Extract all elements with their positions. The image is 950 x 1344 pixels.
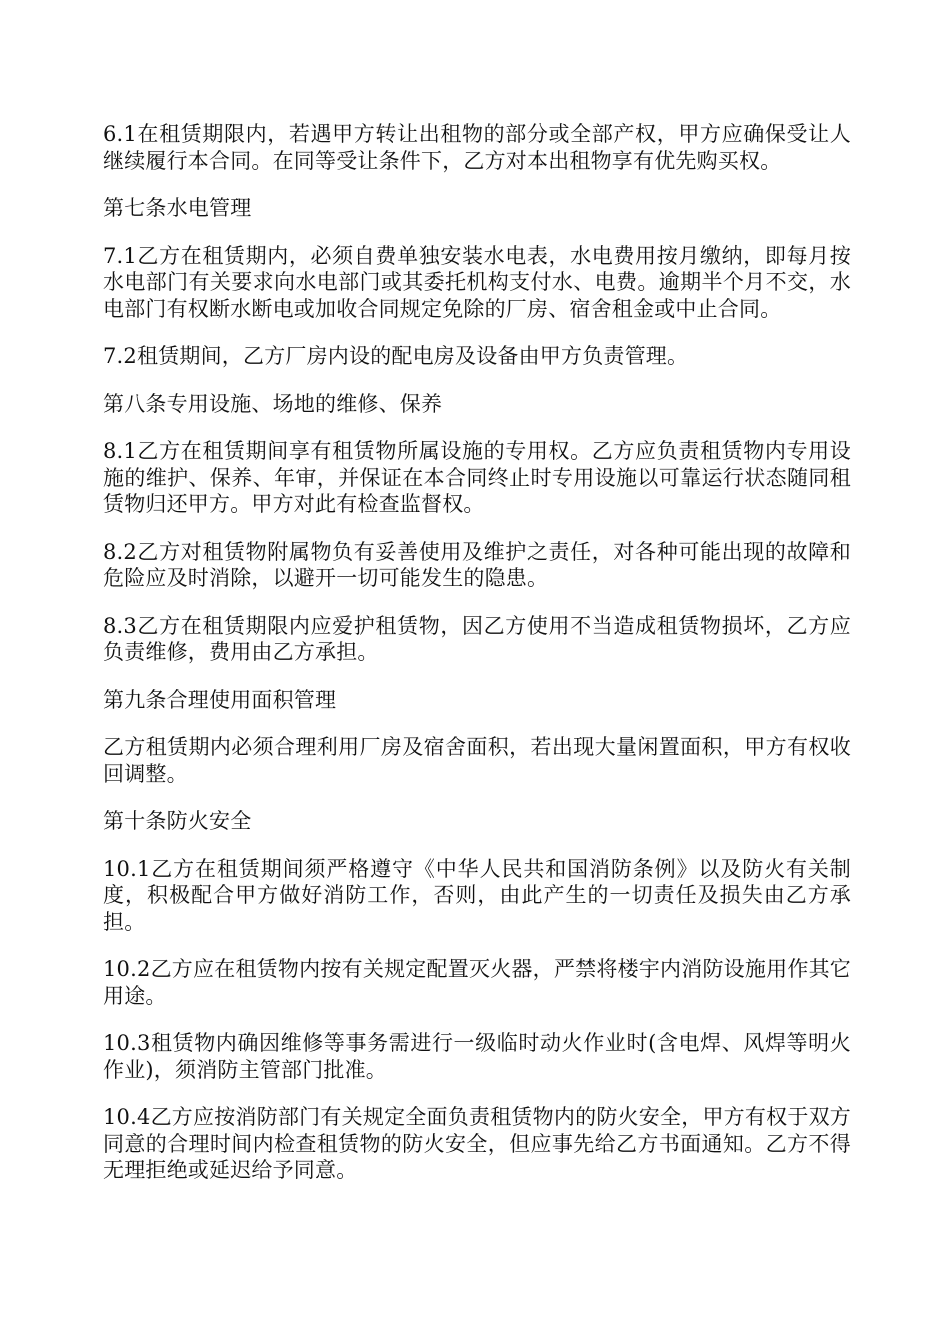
clause-10-3: 10.3租赁物内确因维修等事务需进行一级临时动火作业时(含电焊、风焊等明火作业)，须消防主管部门批准。 <box>103 1031 851 1082</box>
clause-8-2: 8.2乙方对租赁物附属物负有妥善使用及维护之责任，对各种可能出现的故障和危险应及时消除，以避开一切可能发生的隐患。 <box>103 539 851 590</box>
clause-10-2: 10.2乙方应在租赁物内按有关规定配置灭火器，严禁将楼宇内消防设施用作其它用途。 <box>103 957 851 1008</box>
clause-7-1: 7.1乙方在租赁期内，必须自费单独安装水电表，水电费用按月缴纳，即每月按水电部门有关要求向水电部门或其委托机构支付水、电费。逾期半个月不交，水电部门有权断水断电或加收合同规定免除的厂房、宿舍租金或中止合同。 <box>103 243 851 321</box>
clause-8-3: 8.3乙方在租赁期限内应爱护租赁物，因乙方使用不当造成租赁物损坏，乙方应负责维修，费用由乙方承担。 <box>103 613 851 664</box>
article-9-heading: 第九条合理使用面积管理 <box>103 687 337 712</box>
article-9-text: 乙方租赁期内必须合理利用厂房及宿舍面积，若出现大量闲置面积，甲方有权收回调整。 <box>103 735 851 786</box>
article-8-heading: 第八条专用设施、场地的维修、保养 <box>103 391 443 416</box>
article-10-heading: 第十条防火安全 <box>103 809 252 833</box>
article-7-heading: 第七条水电管理 <box>103 196 252 220</box>
clause-10-1: 10.1乙方在租赁期间须严格遵守《中华人民共和国消防条例》以及防火有关制度，积极配合甲方做好消防工作，否则，由此产生的一切责任及损失由乙方承担。 <box>103 856 851 934</box>
document-body <box>103 121 851 1205</box>
clause-10-4: 10.4乙方应按消防部门有关规定全面负责租赁物内的防火安全，甲方有权于双方同意的合理时间内检查租赁物的防火安全，但应事先给乙方书面通知。乙方不得无理拒绝或延迟给予同意。 <box>103 1105 851 1182</box>
clause-7-2: 7.2租赁期间，乙方厂房内设的配电房及设备由甲方负责管理。 <box>103 344 689 368</box>
clause-8-1: 8.1乙方在租赁期间享有租赁物所属设施的专用权。乙方应负责租赁物内专用设施的维护、保养、年审，并保证在本合同终止时专用设施以可靠运行状态随同租赁物归还甲方。甲方对此有检查监督权。 <box>103 439 851 516</box>
clause-6-1: 6.1在租赁期限内，若遇甲方转让出租物的部分或全部产权，甲方应确保受让人继续履行本合同。在同等受让条件下，乙方对本出租物享有优先购买权。 <box>103 122 851 173</box>
